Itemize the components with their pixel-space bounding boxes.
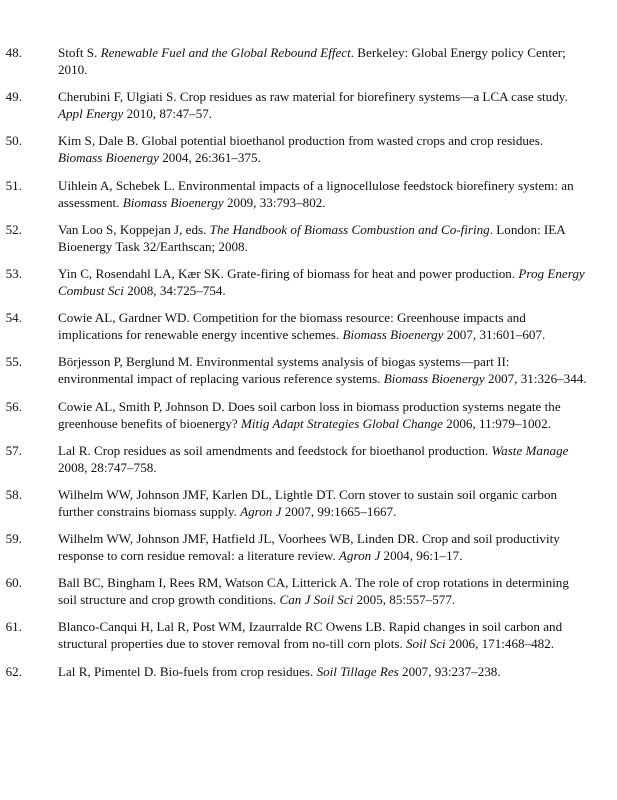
reference-item: [0, 221, 617, 255]
reference-text: Van Loo S, Koppejan J, eds. The Handbook of Biomass Combustion and Co-firing. London: IEA Bioenergy Task 32/Earthscan; 2008.: [58, 221, 566, 254]
reference-text: Ball BC, Bingham I, Rees RM, Watson CA, Litterick A. The role of crop rotations in determining soil structure and crop growth conditions. Can J Soil Sci 2005, 85:557–577.: [58, 575, 569, 608]
reference-number: 55.: [5, 354, 22, 370]
reference-item: [0, 398, 617, 432]
reference-number: 56.: [5, 398, 22, 414]
reference-text: Uihlein A, Schebek L. Environmental impacts of a lignocellulose feedstock biorefinery system: an assessment. Biomass Bioenergy 2009, 33:793–802.: [58, 177, 574, 210]
reference-item: [0, 618, 617, 652]
reference-text: Blanco-Canqui H, Lal R, Post WM, Izaurralde RC Owens LB. Rapid changes in soil carbon and structural properties due to stover removal from no-till corn plots. Soil Sci 2006, 171:468–482.: [58, 619, 563, 652]
reference-text: Wilhelm WW, Johnson JMF, Karlen DL, Lightle DT. Corn stover to sustain soil organic carbon further constrains biomass supply. Agron J 2007, 99:1665–1667.: [58, 486, 558, 519]
reference-item: [0, 530, 617, 564]
reference-text: Wilhelm WW, Johnson JMF, Hatfield JL, Voorhees WB, Linden DR. Crop and soil productivity response to corn residue removal: a literature review. Agron J 2004, 96:1–17.: [58, 531, 560, 564]
reference-number: 52.: [5, 221, 22, 237]
reference-number: 51.: [5, 177, 22, 193]
reference-number: 59.: [5, 531, 22, 547]
reference-item: [0, 574, 617, 608]
reference-number: 48.: [5, 45, 22, 60]
reference-item: [0, 132, 617, 166]
reference-item: [0, 663, 617, 680]
reference-item: [0, 177, 617, 211]
reference-number: 54.: [5, 310, 22, 326]
reference-text: Börjesson P, Berglund M. Environmental systems analysis of biogas systems—part II: environmental impact of replacing various reference systems. Biomass Bioenergy 2007, 31:326–344.: [58, 354, 587, 387]
reference-number: 61.: [5, 619, 22, 635]
reference-text: Kim S, Dale B. Global potential bioethanol production from wasted crops and crop residues. Biomass Bioenergy 2004, 26:361–375.: [58, 133, 544, 166]
reference-item: [0, 442, 617, 476]
reference-item: [0, 44, 617, 78]
reference-text: Cowie AL, Gardner WD. Competition for the biomass resource: Greenhouse impacts and implications for renewable energy incentive schemes. Biomass Bioenergy 2007, 31:601–607.: [58, 310, 546, 343]
reference-number: 53.: [5, 265, 22, 281]
reference-item: [0, 353, 617, 387]
reference-text: Cowie AL, Smith P, Johnson D. Does soil carbon loss in biomass production systems negate the greenhouse benefits of bioenergy? Mitig Adapt Strategies Global Change 2006, 11:979–1002.: [58, 398, 561, 431]
reference-number: 57.: [5, 442, 22, 458]
reference-number: 49.: [5, 89, 22, 105]
reference-number: 62.: [5, 663, 22, 679]
reference-item: [0, 265, 617, 299]
reference-number: 60.: [5, 575, 22, 591]
reference-list: [0, 44, 617, 690]
reference-text: Lal R. Crop residues as soil amendments and feedstock for bioethanol production. Waste Manage 2008, 28:747–758.: [58, 442, 569, 475]
reference-text: Yin C, Rosendahl LA, Kær SK. Grate-firing of biomass for heat and power production. Prog Energy Combust Sci 2008, 34:725–754.: [58, 265, 585, 298]
reference-number: 58.: [5, 486, 22, 502]
reference-text: Lal R, Pimentel D. Bio-fuels from crop residues. Soil Tillage Res 2007, 93:237–238.: [58, 663, 501, 679]
reference-item: [0, 309, 617, 343]
reference-item: [0, 88, 617, 122]
reference-text: Stoft S. Renewable Fuel and the Global Rebound Effect. Berkeley: Global Energy policy Center; 2010.: [58, 45, 566, 77]
reference-number: 50.: [5, 133, 22, 149]
reference-text: Cherubini F, Ulgiati S. Crop residues as raw material for biorefinery systems—a LCA case study. Appl Energy 2010, 87:47–57.: [58, 89, 568, 122]
reference-item: [0, 486, 617, 520]
